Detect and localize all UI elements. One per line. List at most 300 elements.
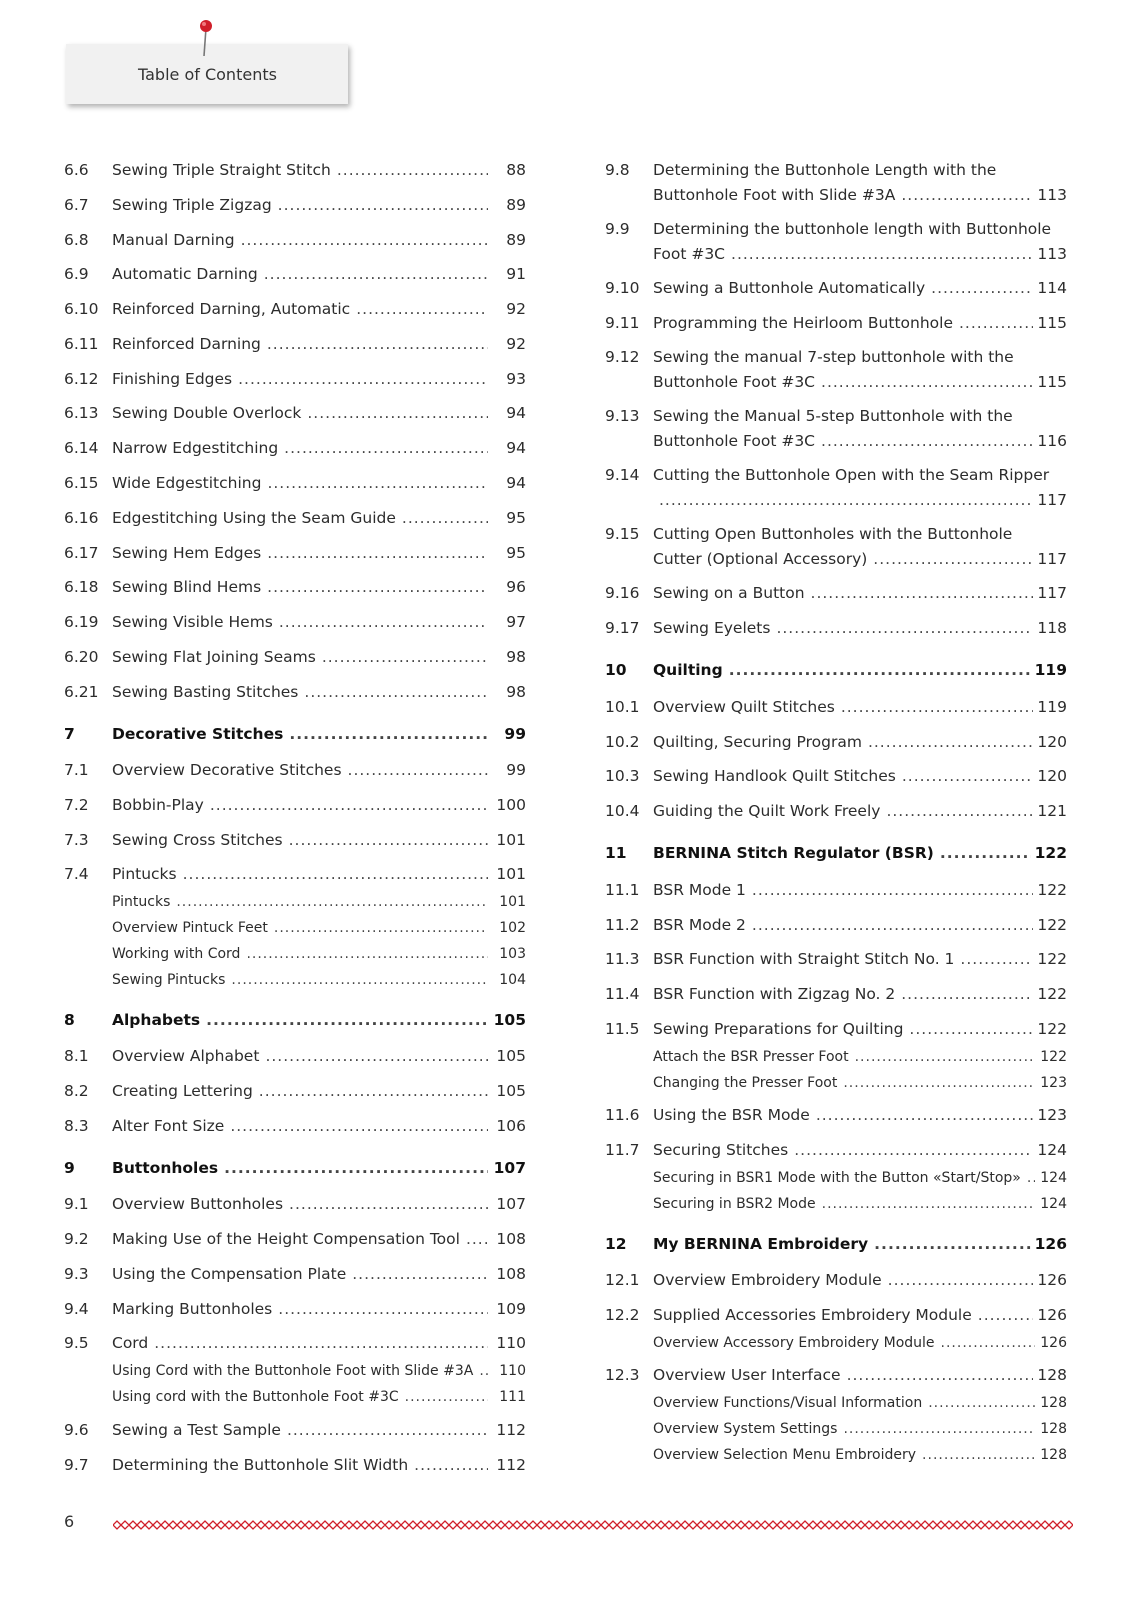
pushpin-icon bbox=[195, 18, 217, 58]
dot-leader bbox=[855, 1045, 1035, 1070]
toc-subentry bbox=[605, 1331, 1067, 1356]
toc-entry-number: 6.10 bbox=[64, 300, 99, 318]
dot-leader bbox=[183, 862, 488, 887]
toc-page-number: 128 bbox=[1040, 1447, 1067, 1463]
dot-leader bbox=[224, 1156, 488, 1181]
toc-entry-number: 7.3 bbox=[64, 831, 89, 849]
toc-entry-number: 9.11 bbox=[605, 314, 640, 332]
toc-entry bbox=[605, 1017, 1067, 1042]
toc-page-number: 101 bbox=[496, 831, 526, 849]
dot-leader bbox=[356, 297, 488, 322]
toc-page-number: 105 bbox=[496, 1082, 526, 1100]
toc-subentry bbox=[64, 968, 526, 993]
dot-leader bbox=[959, 311, 1033, 336]
dot-leader bbox=[902, 764, 1034, 789]
toc-subentry bbox=[64, 1385, 526, 1410]
toc-entry bbox=[64, 1044, 526, 1069]
toc-page-number: 115 bbox=[1037, 373, 1067, 391]
toc-entry bbox=[64, 862, 526, 887]
toc-subentry bbox=[605, 1443, 1067, 1468]
toc-entry-number: 8.1 bbox=[64, 1047, 89, 1065]
dot-leader bbox=[267, 575, 488, 600]
toc-entry bbox=[64, 471, 526, 496]
toc-entry-number: 11.5 bbox=[605, 1020, 640, 1038]
dot-leader bbox=[847, 1363, 1034, 1388]
toc-entry bbox=[605, 982, 1067, 1007]
dot-leader bbox=[267, 471, 488, 496]
dot-leader bbox=[941, 1331, 1035, 1356]
toc-page-number: 126 bbox=[1037, 1271, 1067, 1289]
toc-chapter bbox=[605, 1232, 1067, 1257]
toc-entry-title: My BERNINA Embroidery bbox=[653, 1235, 869, 1253]
toc-entry-title: Overview Embroidery Module bbox=[653, 1271, 882, 1289]
toc-entry-number: 10.1 bbox=[605, 698, 640, 716]
toc-entry-title: Using Cord with the Buttonhole Foot with Slide #3A bbox=[112, 1363, 474, 1379]
dot-leader bbox=[265, 1044, 488, 1069]
dot-leader bbox=[337, 158, 488, 183]
dot-leader bbox=[886, 799, 1033, 824]
dot-leader bbox=[264, 262, 488, 287]
dot-leader bbox=[267, 332, 488, 357]
toc-entry-number: 6.15 bbox=[64, 474, 99, 492]
toc-page-number: 113 bbox=[1037, 245, 1067, 263]
toc-entry bbox=[64, 506, 526, 531]
toc-page-number: 128 bbox=[1040, 1395, 1067, 1411]
dot-leader bbox=[284, 436, 488, 461]
toc-entry bbox=[605, 404, 1067, 454]
toc-entry-title: Sewing a Test Sample bbox=[112, 1421, 281, 1439]
toc-entry bbox=[605, 799, 1067, 824]
toc-page-number: 107 bbox=[496, 1195, 526, 1213]
toc-page-number: 105 bbox=[493, 1011, 526, 1029]
toc-entry-number: 6.12 bbox=[64, 370, 99, 388]
toc-entry bbox=[64, 1453, 526, 1478]
dot-leader bbox=[731, 242, 1033, 267]
dot-leader bbox=[873, 547, 1033, 572]
dot-leader bbox=[230, 1114, 488, 1139]
dot-leader bbox=[241, 228, 488, 253]
toc-page-number: 105 bbox=[496, 1047, 526, 1065]
toc-entry-title: Determining the Buttonhole Slit Width bbox=[112, 1456, 409, 1474]
toc-entry-title: Edgestitching Using the Seam Guide bbox=[112, 509, 396, 527]
dot-leader bbox=[776, 616, 1033, 641]
toc-entry bbox=[64, 1114, 526, 1139]
toc-entry-title: Using the Compensation Plate bbox=[112, 1265, 347, 1283]
toc-entry-title: Supplied Accessories Embroidery Module bbox=[653, 1306, 972, 1324]
dot-leader bbox=[931, 276, 1033, 301]
toc-page-number: 119 bbox=[1037, 698, 1067, 716]
dot-leader bbox=[821, 429, 1033, 454]
toc-entry-number: 12.2 bbox=[605, 1306, 640, 1324]
toc-entry-number: 10.2 bbox=[605, 733, 640, 751]
toc-entry-title: BSR Function with Straight Stitch No. 1 bbox=[653, 950, 955, 968]
toc-page-number: 120 bbox=[1037, 733, 1067, 751]
toc-entry-title: Buttonhole Foot #3C bbox=[653, 373, 816, 391]
toc-entry bbox=[605, 522, 1067, 572]
toc-entry-title: Making Use of the Height Compensation Tool bbox=[112, 1230, 460, 1248]
toc-entry bbox=[64, 436, 526, 461]
toc-entry-title: Buttonholes bbox=[112, 1159, 219, 1177]
toc-entry-title: Sewing Eyelets bbox=[653, 619, 771, 637]
toc-page-number: 122 bbox=[1037, 985, 1067, 1003]
toc-page-number: 110 bbox=[499, 1363, 526, 1379]
toc-entry-title: Sewing Blind Hems bbox=[112, 578, 262, 596]
toc-entry-title: Working with Cord bbox=[112, 946, 241, 962]
toc-entry-number: 12.3 bbox=[605, 1366, 640, 1384]
toc-entry-number: 6.16 bbox=[64, 509, 99, 527]
toc-page-number: 114 bbox=[1037, 279, 1067, 297]
toc-entry-title: Sewing Visible Hems bbox=[112, 613, 273, 631]
toc-entry-title: Determining the Buttonhole Length with the bbox=[653, 161, 997, 179]
dot-leader bbox=[274, 916, 488, 941]
toc-subentry bbox=[64, 916, 526, 941]
toc-entry-number: 6.21 bbox=[64, 683, 99, 701]
dot-leader bbox=[752, 913, 1033, 938]
dot-leader bbox=[901, 982, 1033, 1007]
toc-entry-title: Overview Pintuck Feet bbox=[112, 920, 268, 936]
toc-entry-number: 11.4 bbox=[605, 985, 640, 1003]
toc-entry-number: 6.18 bbox=[64, 578, 99, 596]
toc-page-number: 94 bbox=[506, 404, 526, 422]
toc-page-number: 123 bbox=[1037, 1106, 1067, 1124]
toc-entry bbox=[64, 793, 526, 818]
toc-subentry bbox=[605, 1071, 1067, 1096]
toc-page-number: 112 bbox=[496, 1421, 526, 1439]
dot-leader bbox=[752, 878, 1033, 903]
dot-leader bbox=[729, 658, 1031, 683]
toc-entry-title: Sewing on a Button bbox=[653, 584, 805, 602]
toc-page-number: 110 bbox=[496, 1334, 526, 1352]
toc-entry-title: Wide Edgestitching bbox=[112, 474, 262, 492]
toc-page-number: 128 bbox=[1040, 1421, 1067, 1437]
toc-entry bbox=[64, 758, 526, 783]
toc-page-number: 92 bbox=[506, 300, 526, 318]
toc-page-number: 120 bbox=[1037, 767, 1067, 785]
toc-entry bbox=[605, 158, 1067, 208]
toc-page-number: 96 bbox=[506, 578, 526, 596]
toc-entry bbox=[605, 730, 1067, 755]
toc-chapter bbox=[64, 1156, 526, 1181]
toc-page-number: 98 bbox=[506, 683, 526, 701]
toc-page-number: 122 bbox=[1034, 844, 1067, 862]
toc-page-number: 101 bbox=[499, 894, 526, 910]
toc-entry bbox=[64, 1192, 526, 1217]
toc-entry-number: 12 bbox=[605, 1235, 627, 1253]
toc-entry-title: Quilting bbox=[653, 661, 723, 679]
toc-entry-number: 10 bbox=[605, 661, 627, 679]
toc-entry-title: Foot #3C bbox=[653, 245, 726, 263]
toc-entry-title: Sewing Double Overlock bbox=[112, 404, 302, 422]
toc-subentry bbox=[605, 1417, 1067, 1442]
dot-leader bbox=[922, 1443, 1035, 1468]
dot-leader bbox=[822, 1192, 1035, 1217]
toc-entry bbox=[64, 1079, 526, 1104]
toc-entry-title: Sewing Flat Joining Seams bbox=[112, 648, 316, 666]
toc-entry-number: 9.1 bbox=[64, 1195, 89, 1213]
dot-leader bbox=[402, 506, 488, 531]
dot-leader bbox=[210, 793, 488, 818]
toc-subentry bbox=[605, 1192, 1067, 1217]
toc-entry bbox=[605, 1363, 1067, 1388]
toc-page-number: 117 bbox=[1037, 491, 1067, 509]
toc-entry-number: 9.4 bbox=[64, 1300, 89, 1318]
toc-subentry bbox=[64, 1359, 526, 1384]
toc-entry-number: 11.2 bbox=[605, 916, 640, 934]
toc-page-number: 121 bbox=[1037, 802, 1067, 820]
toc-page-number: 89 bbox=[506, 196, 526, 214]
toc-entry-title: Manual Darning bbox=[112, 231, 235, 249]
toc-entry-title: Marking Buttonholes bbox=[112, 1300, 273, 1318]
toc-page-number: 102 bbox=[499, 920, 526, 936]
dot-leader bbox=[901, 183, 1033, 208]
toc-page-number: 126 bbox=[1037, 1306, 1067, 1324]
toc-entry-title: Changing the Presser Foot bbox=[653, 1075, 838, 1091]
toc-entry-title: Using cord with the Buttonhole Foot #3C bbox=[112, 1389, 399, 1405]
toc-page-number: 99 bbox=[504, 725, 526, 743]
toc-entry-title: Sewing Basting Stitches bbox=[112, 683, 299, 701]
toc-entry-number: 6.17 bbox=[64, 544, 99, 562]
toc-page-number: 115 bbox=[1037, 314, 1067, 332]
toc-entry bbox=[605, 311, 1067, 336]
toc-entry-number: 9 bbox=[64, 1159, 75, 1177]
toc-entry bbox=[64, 1262, 526, 1287]
dot-leader bbox=[289, 1192, 488, 1217]
toc-entry-title: Using the BSR Mode bbox=[653, 1106, 810, 1124]
toc-entry bbox=[64, 1227, 526, 1252]
dot-leader bbox=[307, 401, 488, 426]
toc-entry-title: Securing in BSR1 Mode with the Button «Start/Stop» bbox=[653, 1170, 1021, 1186]
toc-entry-number: 9.17 bbox=[605, 619, 640, 637]
toc-entry-number: 6.11 bbox=[64, 335, 99, 353]
toc-page-number: 93 bbox=[506, 370, 526, 388]
toc-entry-number: 6.7 bbox=[64, 196, 89, 214]
toc-entry bbox=[64, 1418, 526, 1443]
toc-page-number: 92 bbox=[506, 335, 526, 353]
toc-entry-title: Narrow Edgestitching bbox=[112, 439, 279, 457]
toc-entry bbox=[605, 1103, 1067, 1128]
toc-entry bbox=[605, 581, 1067, 606]
toc-entry-title: Alphabets bbox=[112, 1011, 201, 1029]
toc-entry bbox=[64, 610, 526, 635]
toc-page-number: 116 bbox=[1037, 432, 1067, 450]
toc-entry-number: 11 bbox=[605, 844, 627, 862]
toc-page-number: 109 bbox=[496, 1300, 526, 1318]
toc-entry-number: 9.15 bbox=[605, 525, 640, 543]
toc-entry bbox=[64, 1331, 526, 1356]
toc-entry-number: 9.6 bbox=[64, 1421, 89, 1439]
toc-page-number: 123 bbox=[1040, 1075, 1067, 1091]
dot-leader bbox=[176, 890, 488, 915]
toc-entry-number: 8.3 bbox=[64, 1117, 89, 1135]
toc-entry-title: Securing in BSR2 Mode bbox=[653, 1196, 816, 1212]
toc-entry-number: 7.1 bbox=[64, 761, 89, 779]
toc-entry bbox=[605, 947, 1067, 972]
toc-entry-number: 12.1 bbox=[605, 1271, 640, 1289]
toc-entry-number: 9.5 bbox=[64, 1334, 89, 1352]
dot-leader bbox=[1027, 1166, 1035, 1191]
toc-entry-number: 6.14 bbox=[64, 439, 99, 457]
toc-entry-number: 9.10 bbox=[605, 279, 640, 297]
dot-leader bbox=[843, 1417, 1035, 1442]
toc-entry-number: 10.3 bbox=[605, 767, 640, 785]
toc-page-number: 94 bbox=[506, 439, 526, 457]
dot-leader bbox=[278, 193, 488, 218]
dot-leader bbox=[821, 370, 1033, 395]
toc-page-number: 128 bbox=[1037, 1366, 1067, 1384]
toc-entry-number: 11.7 bbox=[605, 1141, 640, 1159]
toc-entry-title: Sewing Triple Straight Stitch bbox=[112, 161, 331, 179]
toc-page-number: 118 bbox=[1037, 619, 1067, 637]
toc-page-number: 107 bbox=[493, 1159, 526, 1177]
toc-page-number: 101 bbox=[496, 865, 526, 883]
toc-page-number: 106 bbox=[496, 1117, 526, 1135]
toc-entry-title: BSR Function with Zigzag No. 2 bbox=[653, 985, 896, 1003]
toc-entry-title: BSR Mode 2 bbox=[653, 916, 746, 934]
toc-entry-number: 6.19 bbox=[64, 613, 99, 631]
dot-leader bbox=[794, 1138, 1033, 1163]
toc-page-number: 91 bbox=[506, 265, 526, 283]
dot-leader bbox=[231, 968, 488, 993]
toc-page-number: 122 bbox=[1037, 881, 1067, 899]
toc-entry-title: Overview User Interface bbox=[653, 1366, 841, 1384]
toc-page-number: 97 bbox=[506, 613, 526, 631]
toc-entry-title: Buttonhole Foot with Slide #3A bbox=[653, 186, 896, 204]
toc-subentry bbox=[64, 890, 526, 915]
toc-page-number: 95 bbox=[506, 544, 526, 562]
toc-entry-title: Overview Decorative Stitches bbox=[112, 761, 342, 779]
toc-entry-title: Cutter (Optional Accessory) bbox=[653, 550, 868, 568]
dot-leader bbox=[279, 610, 488, 635]
toc-page-number: 124 bbox=[1037, 1141, 1067, 1159]
toc-entry-title: Overview Accessory Embroidery Module bbox=[653, 1335, 935, 1351]
toc-entry-title: Pintucks bbox=[112, 894, 171, 910]
toc-entry-title: Reinforced Darning, Automatic bbox=[112, 300, 351, 318]
page-title: Table of Contents bbox=[138, 65, 277, 84]
toc-chapter bbox=[64, 722, 526, 747]
toc-entry-number: 9.16 bbox=[605, 584, 640, 602]
toc-entry bbox=[605, 616, 1067, 641]
toc-page-number: 89 bbox=[506, 231, 526, 249]
toc-entry-title: Sewing Hem Edges bbox=[112, 544, 262, 562]
toc-entry-number: 10.4 bbox=[605, 802, 640, 820]
toc-entry-title: Cutting the Buttonhole Open with the Seam Ripper bbox=[653, 466, 1050, 484]
toc-chapter bbox=[605, 841, 1067, 866]
toc-entry bbox=[605, 1138, 1067, 1163]
toc-entry bbox=[605, 1268, 1067, 1293]
toc-page-number: 100 bbox=[496, 796, 526, 814]
toc-entry-title: Cord bbox=[112, 1334, 149, 1352]
dot-leader bbox=[466, 1227, 488, 1252]
toc-chapter bbox=[605, 658, 1067, 683]
toc-entry-title: Cutting Open Buttonholes with the Buttonhole bbox=[653, 525, 1013, 543]
toc-entry-number: 7.2 bbox=[64, 796, 89, 814]
toc-entry-number: 6.9 bbox=[64, 265, 89, 283]
zigzag-stitch-line bbox=[113, 1521, 1073, 1529]
dot-leader bbox=[259, 1079, 488, 1104]
page-number: 6 bbox=[64, 1512, 75, 1531]
toc-page-number: 124 bbox=[1040, 1196, 1067, 1212]
toc-entry bbox=[64, 828, 526, 853]
toc-entry-number: 7 bbox=[64, 725, 75, 743]
toc-entry-title: Overview Quilt Stitches bbox=[653, 698, 835, 716]
dot-leader bbox=[289, 828, 488, 853]
toc-entry-number: 9.13 bbox=[605, 407, 640, 425]
toc-entry-title: Overview Buttonholes bbox=[112, 1195, 284, 1213]
dot-leader bbox=[874, 1232, 1030, 1257]
toc-subentry bbox=[605, 1166, 1067, 1191]
toc-entry-title: Determining the buttonhole length with Buttonhole bbox=[653, 220, 1052, 238]
toc-entry bbox=[64, 332, 526, 357]
dot-leader bbox=[206, 1008, 488, 1033]
toc-entry bbox=[64, 575, 526, 600]
toc-entry-number: 8.2 bbox=[64, 1082, 89, 1100]
toc-page-number: 117 bbox=[1037, 584, 1067, 602]
toc-entry-title: Buttonhole Foot #3C bbox=[653, 432, 816, 450]
dot-leader bbox=[348, 758, 488, 783]
toc-page-number: 122 bbox=[1037, 1020, 1067, 1038]
dot-leader bbox=[841, 695, 1034, 720]
toc-page-number: 122 bbox=[1040, 1049, 1067, 1065]
toc-page-number: 98 bbox=[506, 648, 526, 666]
toc-entry bbox=[605, 217, 1067, 267]
toc-subentry bbox=[605, 1391, 1067, 1416]
dot-leader bbox=[322, 645, 488, 670]
toc-entry-number: 9.9 bbox=[605, 220, 630, 238]
toc-page-number: 104 bbox=[499, 972, 526, 988]
toc-entry bbox=[64, 541, 526, 566]
toc-entry-number: 9.12 bbox=[605, 348, 640, 366]
dot-leader bbox=[414, 1453, 488, 1478]
toc-entry-number: 11.6 bbox=[605, 1106, 640, 1124]
toc-entry-title: Finishing Edges bbox=[112, 370, 233, 388]
dot-leader bbox=[868, 730, 1033, 755]
dot-leader bbox=[287, 1418, 488, 1443]
dot-leader bbox=[267, 541, 488, 566]
toc-entry bbox=[605, 878, 1067, 903]
toc-entry-title: Pintucks bbox=[112, 865, 177, 883]
toc-entry-number: 9.7 bbox=[64, 1456, 89, 1474]
dot-leader bbox=[246, 942, 488, 967]
toc-entry-title: Creating Lettering bbox=[112, 1082, 253, 1100]
toc-entry-number: 9.2 bbox=[64, 1230, 89, 1248]
toc-entry bbox=[605, 695, 1067, 720]
toc-entry bbox=[64, 401, 526, 426]
toc-entry-number: 7.4 bbox=[64, 865, 89, 883]
toc-entry-title: BSR Mode 1 bbox=[653, 881, 746, 899]
dot-leader bbox=[843, 1071, 1035, 1096]
decorative-stitch-border bbox=[113, 1519, 1073, 1531]
toc-entry-number: 9.3 bbox=[64, 1265, 89, 1283]
toc-page-number: 99 bbox=[506, 761, 526, 779]
dot-leader bbox=[909, 1017, 1033, 1042]
toc-entry bbox=[64, 228, 526, 253]
dot-leader bbox=[304, 680, 488, 705]
toc-page-number: 94 bbox=[506, 474, 526, 492]
toc-entry bbox=[64, 645, 526, 670]
toc-entry-title: Sewing the manual 7-step buttonhole with the bbox=[653, 348, 1014, 366]
toc-entry bbox=[605, 913, 1067, 938]
toc-page-number: 112 bbox=[496, 1456, 526, 1474]
toc-entry-title: Overview Alphabet bbox=[112, 1047, 260, 1065]
toc-page-number: 122 bbox=[1037, 950, 1067, 968]
toc-page-number: 103 bbox=[499, 946, 526, 962]
toc-subentry bbox=[64, 942, 526, 967]
toc-entry-title: Reinforced Darning bbox=[112, 335, 261, 353]
toc-entry-title: Guiding the Quilt Work Freely bbox=[653, 802, 881, 820]
toc-entry-number: 9.8 bbox=[605, 161, 630, 179]
toc-page-number: 108 bbox=[496, 1265, 526, 1283]
dot-leader bbox=[978, 1303, 1034, 1328]
